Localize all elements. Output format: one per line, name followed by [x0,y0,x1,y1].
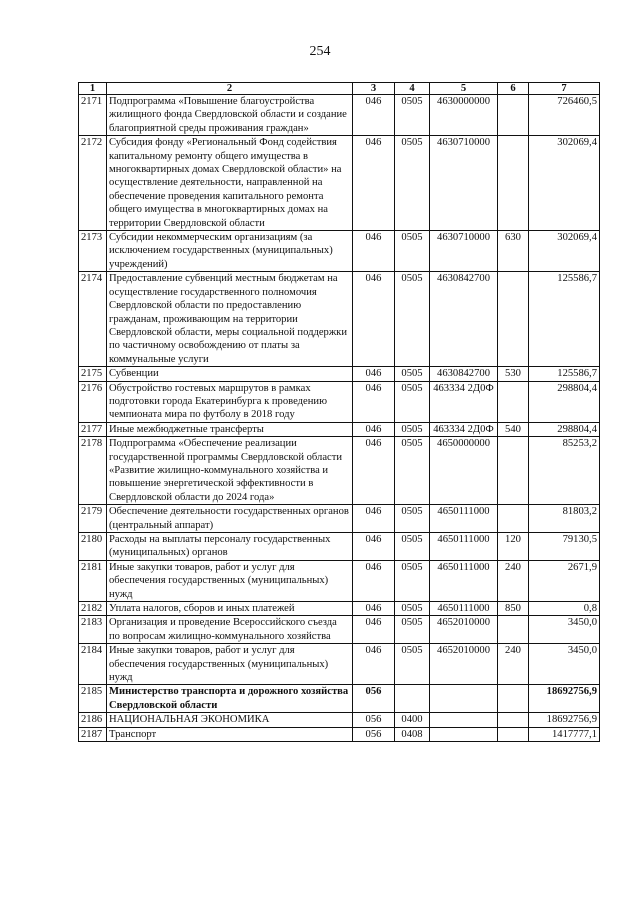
cell-amount: 2671,9 [529,560,600,601]
cell-name: Транспорт [107,727,353,741]
cell-name: Предоставление субвенций местным бюджетам на осуществление государственного полномочия Свердловской области по предоставлению гражданам, проживающим на территории Свердловской области, меры социальной поддержки по частичному освобождению от платы за коммунальные услуги [107,272,353,367]
cell-num: 2184 [79,644,107,685]
cell-num: 2185 [79,685,107,713]
cell-name: НАЦИОНАЛЬНАЯ ЭКОНОМИКА [107,713,353,727]
cell-amount: 302069,4 [529,136,600,231]
table-row [79,602,600,616]
cell-c5: 463334 2Д0Ф [430,422,498,436]
cell-num: 2175 [79,367,107,381]
table-row [79,381,600,422]
cell-c3: 046 [353,602,395,616]
cell-c3: 046 [353,644,395,685]
cell-num: 2183 [79,616,107,644]
table-header-row [79,83,600,95]
cell-name: Организация и проведение Всероссийского съезда по вопросам жилищно-коммунального хозяйства [107,616,353,644]
cell-c6 [498,272,529,367]
table-row [79,367,600,381]
cell-c3: 056 [353,685,395,713]
cell-c6: 850 [498,602,529,616]
cell-c5 [430,685,498,713]
cell-c5: 4630000000 [430,95,498,136]
header-cell: 3 [353,83,395,95]
cell-c6 [498,505,529,533]
table-row [79,272,600,367]
cell-c3: 046 [353,437,395,505]
cell-name: Иные межбюджетные трансферты [107,422,353,436]
cell-c5: 4650111000 [430,533,498,561]
cell-num: 2171 [79,95,107,136]
cell-num: 2176 [79,381,107,422]
cell-c4: 0505 [395,136,430,231]
cell-c6: 540 [498,422,529,436]
cell-c4: 0505 [395,272,430,367]
cell-c4: 0505 [395,437,430,505]
cell-c5 [430,727,498,741]
cell-amount: 3450,0 [529,616,600,644]
cell-num: 2178 [79,437,107,505]
cell-c4: 0505 [395,616,430,644]
cell-c5: 4650000000 [430,437,498,505]
table-row [79,231,600,272]
cell-c3: 046 [353,560,395,601]
cell-c4: 0505 [395,533,430,561]
cell-c4: 0408 [395,727,430,741]
cell-c5: 4630710000 [430,136,498,231]
table-row [79,437,600,505]
cell-amount: 125586,7 [529,272,600,367]
cell-num: 2180 [79,533,107,561]
cell-c3: 046 [353,136,395,231]
cell-c4: 0505 [395,560,430,601]
page-number: 254 [309,44,331,59]
budget-table [78,82,600,742]
cell-c3: 046 [353,272,395,367]
cell-name: Иные закупки товаров, работ и услуг для обеспечения государственных (муниципальных) нужд [107,644,353,685]
table-row [79,644,600,685]
cell-amount: 298804,4 [529,422,600,436]
cell-num: 2182 [79,602,107,616]
table-row [79,616,600,644]
cell-c6: 240 [498,560,529,601]
header-cell: 7 [529,83,600,95]
cell-num: 2177 [79,422,107,436]
cell-amount: 125586,7 [529,367,600,381]
table-row [79,422,600,436]
table-row [79,560,600,601]
cell-name: Субвенции [107,367,353,381]
cell-c5: 4650111000 [430,560,498,601]
table-row [79,713,600,727]
cell-c6 [498,727,529,741]
cell-name: Подпрограмма «Повышение благоустройства жилищного фонда Свердловской области и создание благоприятной среды проживания граждан» [107,95,353,136]
table-row [79,136,600,231]
cell-amount: 302069,4 [529,231,600,272]
cell-c6: 630 [498,231,529,272]
cell-name: Иные закупки товаров, работ и услуг для обеспечения государственных (муниципальных) нужд [107,560,353,601]
cell-amount: 85253,2 [529,437,600,505]
cell-name: Уплата налогов, сборов и иных платежей [107,602,353,616]
cell-num: 2181 [79,560,107,601]
cell-c3: 056 [353,727,395,741]
cell-c6 [498,685,529,713]
table-row [79,727,600,741]
cell-c3: 056 [353,713,395,727]
cell-c6 [498,437,529,505]
cell-c6 [498,95,529,136]
table-row [79,533,600,561]
header-cell: 5 [430,83,498,95]
cell-c4: 0505 [395,95,430,136]
cell-c3: 046 [353,95,395,136]
cell-name: Субсидии некоммерческим организациям (за исключением государственных (муниципальных) учреждений) [107,231,353,272]
cell-amount: 3450,0 [529,644,600,685]
cell-amount: 79130,5 [529,533,600,561]
cell-name: Обустройство гостевых маршрутов в рамках подготовки города Екатеринбурга к проведению чемпионата мира по футболу в 2018 году [107,381,353,422]
cell-c6 [498,136,529,231]
header-cell: 1 [79,83,107,95]
cell-name: Подпрограмма «Обеспечение реализации государственной программы Свердловской области «Развитие жилищно-коммунального хозяйства и повышение энергетической эффективности в Свердловской области до 2024 года» [107,437,353,505]
cell-c6: 240 [498,644,529,685]
cell-num: 2187 [79,727,107,741]
cell-c3: 046 [353,616,395,644]
header-cell: 6 [498,83,529,95]
cell-name: Субсидия фонду «Региональный Фонд содействия капитальному ремонту общего имущества в многоквартирных домах Свердловской области» на осуществление деятельности, направленной на обеспечение проведения капитального ремонта общего имущества в многоквартирных домах на территории Свердловской области [107,136,353,231]
cell-c6 [498,616,529,644]
cell-num: 2173 [79,231,107,272]
cell-c5 [430,713,498,727]
header-cell: 2 [107,83,353,95]
cell-name: Обеспечение деятельности государственных органов (центральный аппарат) [107,505,353,533]
cell-c4: 0400 [395,713,430,727]
cell-name: Расходы на выплаты персоналу государственных (муниципальных) органов [107,533,353,561]
cell-c5: 4650111000 [430,505,498,533]
cell-c3: 046 [353,533,395,561]
cell-c4: 0505 [395,381,430,422]
cell-name: Министерство транспорта и дорожного хозяйства Свердловской области [107,685,353,713]
cell-c3: 046 [353,381,395,422]
cell-c5: 4630842700 [430,272,498,367]
cell-num: 2174 [79,272,107,367]
cell-amount: 81803,2 [529,505,600,533]
cell-num: 2172 [79,136,107,231]
cell-c4: 0505 [395,231,430,272]
cell-c3: 046 [353,231,395,272]
cell-c3: 046 [353,367,395,381]
cell-amount: 18692756,9 [529,713,600,727]
cell-amount: 726460,5 [529,95,600,136]
cell-amount: 18692756,9 [529,685,600,713]
cell-c5: 4650111000 [430,602,498,616]
cell-c5: 463334 2Д0Ф [430,381,498,422]
header-cell: 4 [395,83,430,95]
cell-c5: 4652010000 [430,644,498,685]
cell-c4 [395,685,430,713]
cell-c4: 0505 [395,602,430,616]
cell-amount: 0,8 [529,602,600,616]
cell-c6 [498,381,529,422]
cell-c5: 4630710000 [430,231,498,272]
cell-c3: 046 [353,505,395,533]
table-row [79,505,600,533]
cell-amount: 1417777,1 [529,727,600,741]
cell-c4: 0505 [395,505,430,533]
cell-c4: 0505 [395,644,430,685]
table-row [79,95,600,136]
cell-num: 2179 [79,505,107,533]
cell-c6: 530 [498,367,529,381]
cell-c3: 046 [353,422,395,436]
table-row [79,685,600,713]
cell-c6 [498,713,529,727]
cell-amount: 298804,4 [529,381,600,422]
cell-c4: 0505 [395,367,430,381]
cell-c4: 0505 [395,422,430,436]
cell-c5: 4630842700 [430,367,498,381]
cell-c5: 4652010000 [430,616,498,644]
cell-num: 2186 [79,713,107,727]
cell-c6: 120 [498,533,529,561]
